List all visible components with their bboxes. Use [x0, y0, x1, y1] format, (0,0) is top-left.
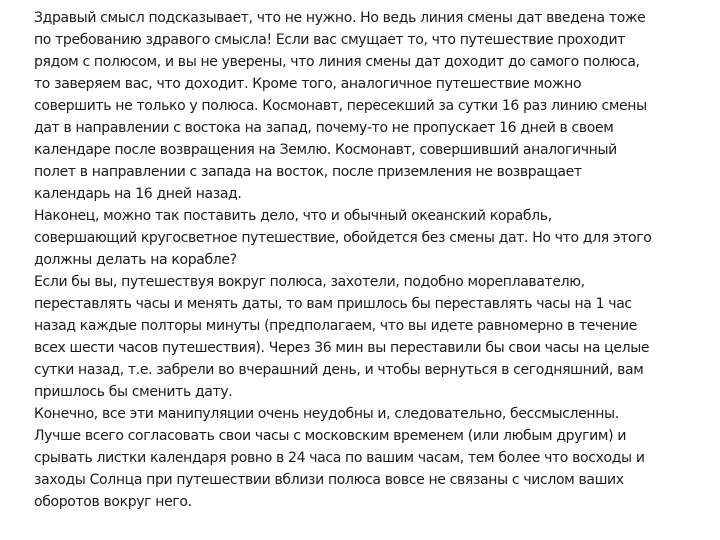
text-line: пришлось бы сменить дату.	[34, 384, 233, 400]
text-line: срывать листки календаря ровно в 24 часа по вашим часам, тем более что восходы и	[34, 450, 645, 466]
text-line: календаре после возвращения на Землю. Космонавт, совершивший аналогичный	[34, 142, 617, 158]
text-line: совершить не только у полюса. Космонавт, пересекший за сутки 16 раз линию смены	[34, 98, 647, 114]
text-line: Если бы вы, путешествуя вокруг полюса, захотели, подобно мореплавателю,	[34, 274, 585, 290]
text-line: переставлять часы и менять даты, то вам пришлось бы переставлять часы на 1 час	[34, 296, 632, 312]
text-line: должны делать на корабле?	[34, 252, 237, 268]
text-line: оборотов вокруг него.	[34, 494, 192, 510]
text-line: календарь на 16 дней назад.	[34, 186, 242, 202]
text-line: назад каждые полторы минуты (предполагаем, что вы идете равномерно в течение	[34, 318, 638, 334]
text-line: Лучше всего согласовать свои часы с московским временем (или любым другим) и	[34, 428, 627, 444]
text-line: полет в направлении с запада на восток, после приземления не возвращает	[34, 164, 582, 180]
text-line: всех шести часов путешествия). Через 36 мин вы переставили бы свои часы на целые	[34, 340, 650, 356]
text-line: по требованию здравого смысла! Если вас смущает то, что путешествие проходит	[34, 32, 626, 48]
text-line: сутки назад, т.е. забрели во вчерашний день, и чтобы вернуться в сегодняшний, вам	[34, 362, 644, 378]
text-block-2	[34, 271, 702, 513]
text-line: то заверяем вас, что доходит. Кроме того, аналогичное путешествие можно	[34, 76, 582, 92]
text-line: Конечно, все эти манипуляции очень неудобны и, следовательно, бессмысленны.	[34, 406, 619, 422]
text-line: совершающий кругосветное путешествие, обойдется без смены дат. Но что для этого	[34, 230, 652, 246]
text-line: дат в направлении с востока на запад, почему-то не пропускает 16 дней в своем	[34, 120, 614, 136]
text-line: заходы Солнца при путешествии вблизи полюса вовсе не связаны с числом ваших	[34, 472, 624, 488]
text-block-1	[34, 7, 702, 271]
text-line: Наконец, можно так поставить дело, что и обычный океанский корабль,	[34, 208, 552, 224]
text-line: Здравый смысл подсказывает, что не нужно. Но ведь линия смены дат введена тоже	[34, 10, 646, 26]
text-line: рядом с полюсом, и вы не уверены, что линия смены дат доходит до самого полюса,	[34, 54, 640, 70]
